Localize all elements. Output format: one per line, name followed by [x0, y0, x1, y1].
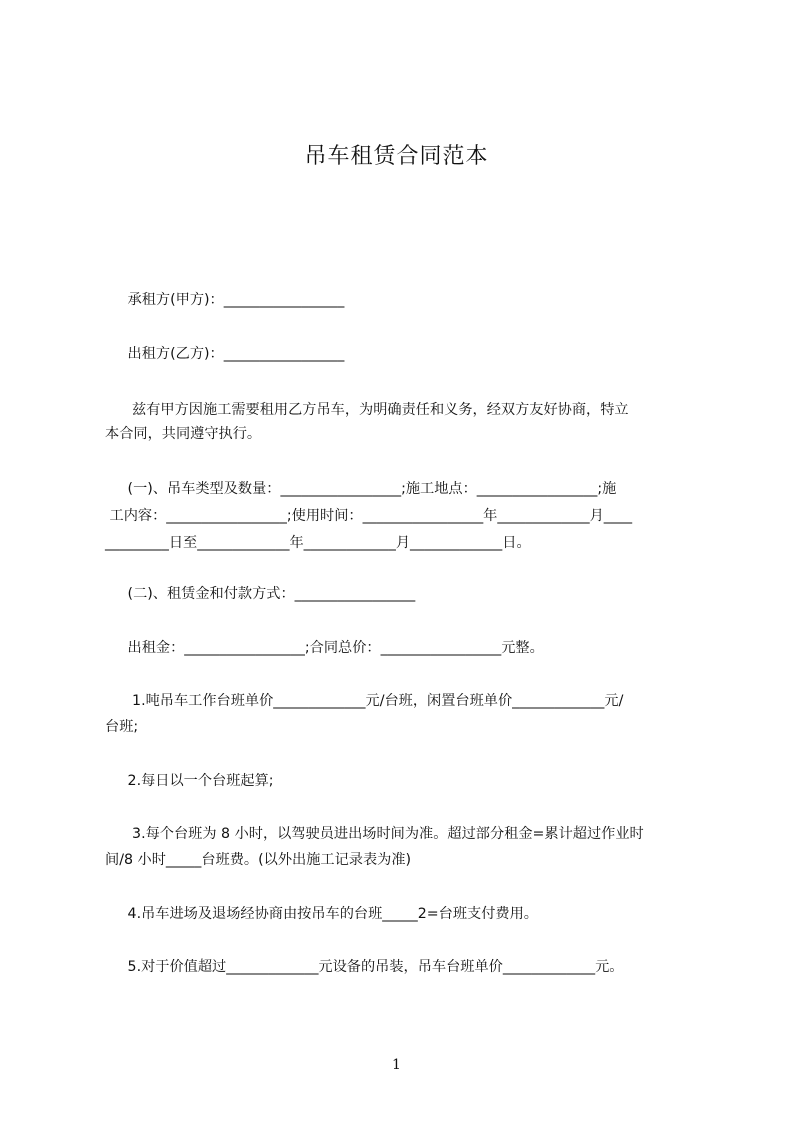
clause-3-line-1: 3.每个台班为 8 小时，以驾驶员进出场时间为准。超过部分租金=累计超过作业时 — [105, 826, 644, 842]
clause-3-line-2: 间/8 小时_____台班费。(以外出施工记录表为准) — [105, 852, 412, 868]
clause-2: 2.每日以一个台班起算; — [105, 773, 274, 789]
rent-total-line: 出租金：_________________;合同总价：_________________元整。 — [105, 640, 544, 656]
section-2-heading: (二)、租赁金和付款方式：_________________ — [105, 586, 416, 602]
intro-line-1: 兹有甲方因施工需要租用乙方吊车，为明确责任和义务，经双方友好协商，特立 — [105, 402, 629, 418]
document-title: 吊车租赁合同范本 — [304, 144, 489, 169]
lessee-line: 承租方(甲方)：_________________ — [105, 292, 345, 308]
clause-1-line-1: 1.吨吊车工作台班单价_____________元/台班，闲置台班单价_____________元/ — [105, 693, 624, 709]
intro-line-2: 本合同，共同遵守执行。 — [105, 426, 262, 442]
section-1-line-1: (一)、吊车类型及数量：_________________;施工地点：_________________;施 — [105, 481, 617, 497]
clause-1-line-2: 台班; — [105, 719, 139, 735]
lessor-line: 出租方(乙方)：_________________ — [105, 346, 345, 362]
clause-4: 4.吊车进场及退场经协商由按吊车的台班_____2=台班支付费用。 — [105, 906, 538, 922]
clause-5: 5.对于价值超过_____________元设备的吊装，吊车台班单价_____________元。 — [105, 959, 624, 975]
section-1-line-2: 工内容：_________________;使用时间：_________________年_____________月____ — [105, 508, 633, 524]
page-number: 1 — [392, 1057, 401, 1073]
section-1-line-3: _________日至_____________年_____________月_____________日。 — [105, 535, 531, 551]
